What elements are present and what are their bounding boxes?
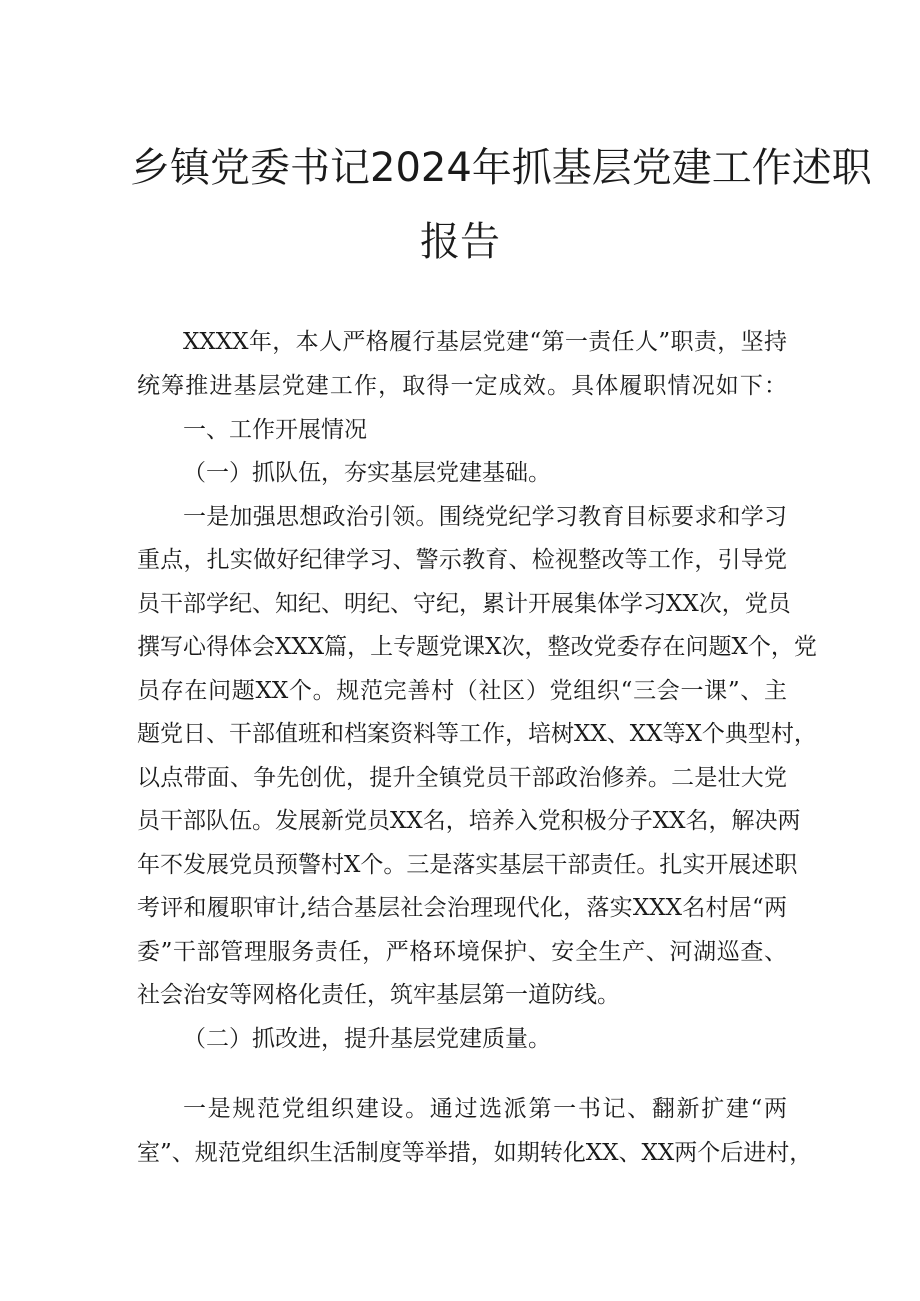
body-line: 室”、规范党组织生活制度等举措，如期转化XX、XX两个后进村，: [137, 1140, 813, 1166]
section-heading: 一、工作开展情况: [183, 417, 367, 443]
body-line: 重点，扎实做好纪律学习、警示教育、检视整改等工作，引导党: [137, 547, 787, 573]
subsection-heading: （一）抓队伍，夯实基层党建基础。: [183, 460, 551, 486]
body-line: 员干部学纪、知纪、明纪、守纪，累计开展集体学习XX次，党员: [137, 591, 791, 617]
subsection-heading: （二）抓改进，提升基层党建质量。: [183, 1026, 551, 1052]
body-line: XXXX年，本人严格履行基层党建“第一责任人”职责，坚持: [183, 329, 787, 355]
body-line: 委”干部管理服务责任，严格环境保护、安全生产、河湖巡查、: [137, 939, 787, 965]
body-line: 题党日、干部值班和档案资料等工作，培树XX、XX等X个典型村，: [137, 721, 817, 747]
body-line: 一是加强思想政治引领。围绕党纪学习教育目标要求和学习: [183, 504, 787, 530]
body-line: 撰写心得体会XXX篇，上专题党课X次，整改党委存在问题X个，党: [137, 634, 817, 660]
body-line: 员存在问题XX个。规范完善村（社区）党组织“三会一课”、主: [137, 678, 787, 704]
document-title-line-2: 报告: [420, 219, 500, 265]
document-title-line-1: 乡镇党委书记2024年抓基层党建工作述职: [130, 145, 872, 191]
body-line: 统筹推进基层党建工作，取得一定成效。具体履职情况如下：: [137, 373, 787, 399]
body-line: 以点带面、争先创优，提升全镇党员干部政治修养。二是壮大党: [137, 765, 787, 791]
body-line: 考评和履职审计,结合基层社会治理现代化，落实XXX名村居“两: [137, 895, 787, 921]
body-line: 员干部队伍。发展新党员XX名，培养入党积极分子XX名，解决两: [137, 808, 801, 834]
body-line: 年不发展党员预警村X个。三是落实基层干部责任。扎实开展述职: [137, 852, 798, 878]
body-line: 社会治安等网格化责任，筑牢基层第一道防线。: [137, 982, 620, 1008]
body-line: 一是规范党组织建设。通过选派第一书记、翻新扩建“两: [183, 1096, 787, 1122]
